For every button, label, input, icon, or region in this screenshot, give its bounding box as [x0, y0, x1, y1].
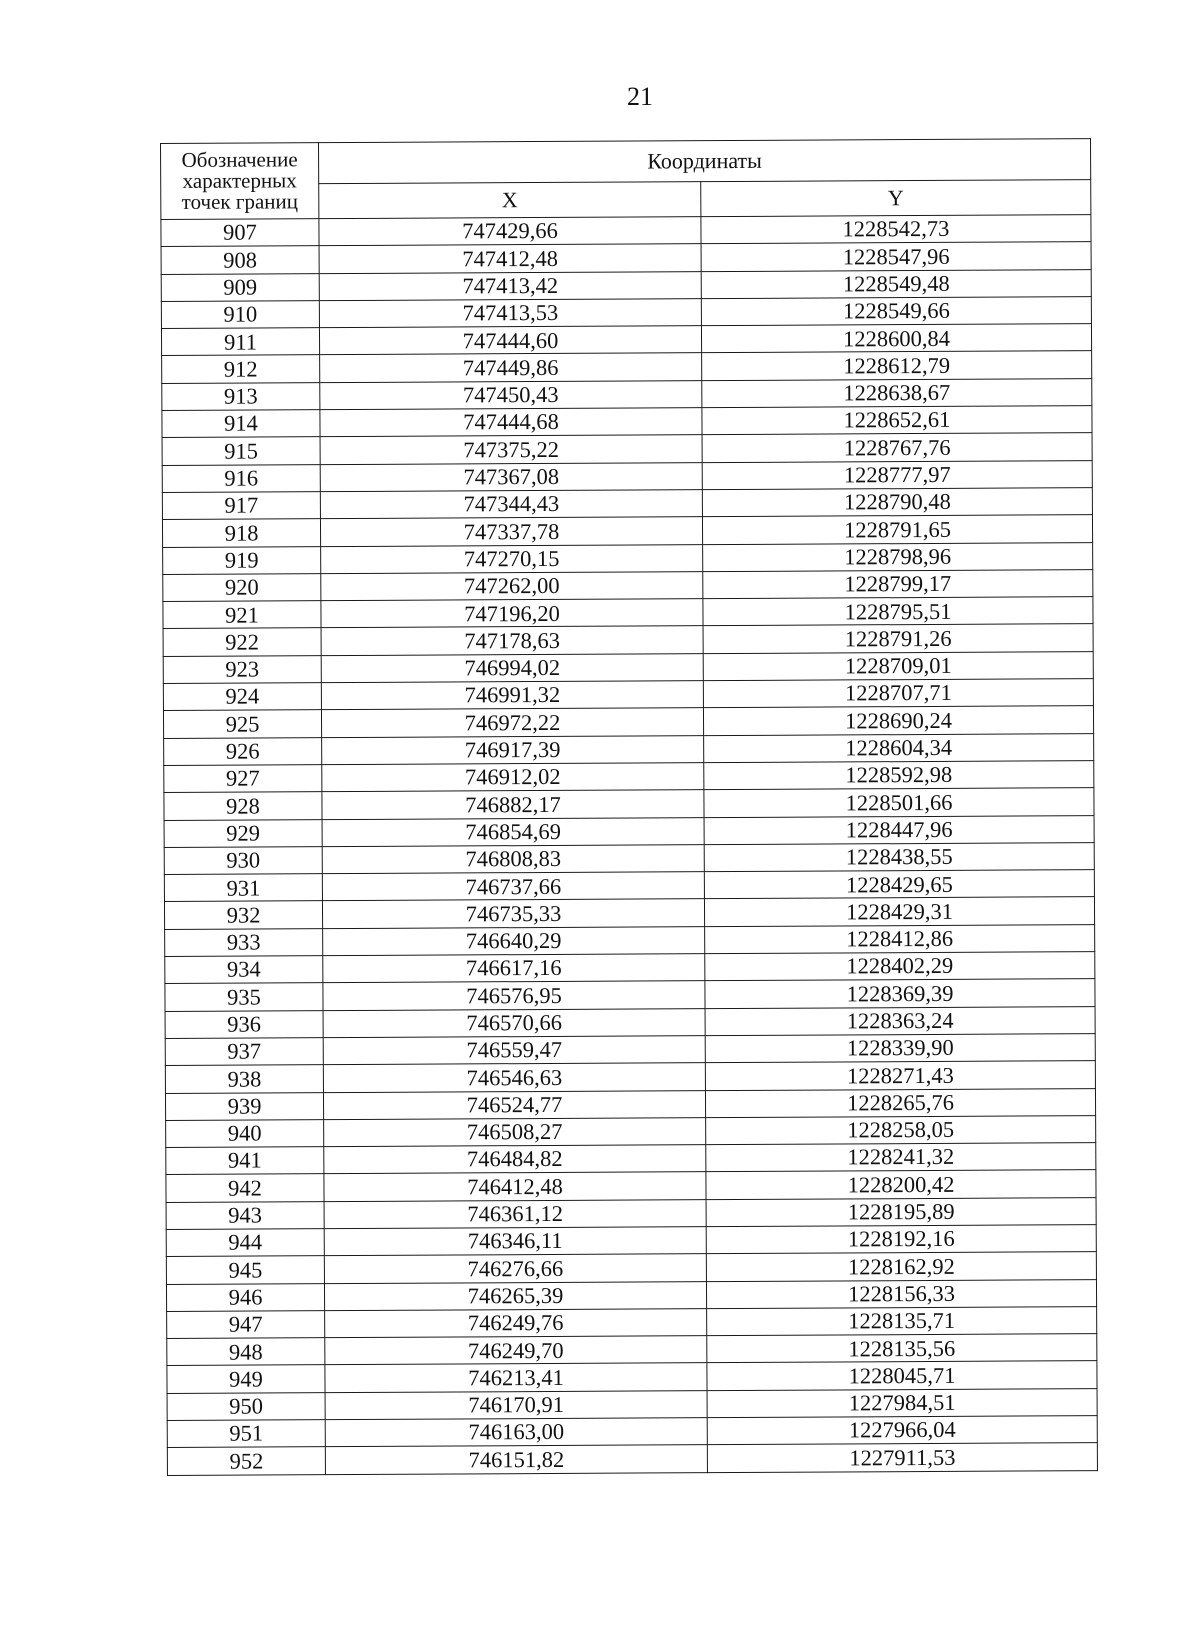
point-cell: 910 [161, 301, 319, 329]
point-cell: 941 [166, 1147, 324, 1175]
x-coordinate-cell: 746972,22 [321, 708, 703, 737]
x-coordinate-cell: 747413,53 [319, 299, 701, 328]
y-coordinate-cell: 1228612,79 [702, 351, 1092, 380]
point-cell: 925 [163, 710, 321, 738]
x-coordinate-cell: 747412,48 [319, 244, 701, 273]
x-coordinate-cell: 747262,00 [321, 572, 703, 601]
x-coordinate-cell: 746991,32 [321, 681, 703, 710]
header-y: Y [701, 180, 1091, 217]
coordinates-table [160, 138, 1098, 1476]
point-cell: 920 [163, 574, 321, 602]
x-coordinate-cell: 746346,11 [324, 1227, 706, 1256]
y-coordinate-cell: 1228162,92 [706, 1252, 1096, 1281]
point-cell: 938 [165, 1065, 323, 1093]
point-cell: 914 [162, 410, 320, 438]
point-cell: 947 [167, 1311, 325, 1339]
point-cell: 951 [167, 1420, 325, 1448]
y-coordinate-cell: 1228592,98 [704, 761, 1094, 790]
point-cell: 908 [161, 246, 319, 274]
y-coordinate-cell: 1228542,73 [701, 215, 1091, 244]
y-coordinate-cell: 1228638,67 [702, 378, 1092, 407]
y-coordinate-cell: 1228767,76 [702, 433, 1092, 462]
page-number: 21 [627, 82, 653, 111]
y-coordinate-cell: 1228604,34 [704, 733, 1094, 762]
point-cell: 939 [165, 1092, 323, 1120]
x-coordinate-cell: 746912,02 [322, 763, 704, 792]
y-coordinate-cell: 1228777,97 [702, 460, 1092, 489]
point-cell: 912 [162, 355, 320, 383]
x-coordinate-cell: 747429,66 [319, 217, 701, 246]
x-coordinate-cell: 746808,83 [322, 844, 704, 873]
y-coordinate-cell: 1228798,96 [703, 542, 1093, 571]
x-coordinate-cell: 746994,02 [321, 653, 703, 682]
y-coordinate-cell: 1228791,26 [703, 624, 1093, 653]
x-coordinate-cell: 746484,82 [324, 1145, 706, 1174]
y-coordinate-cell: 1228195,89 [706, 1197, 1096, 1226]
x-coordinate-cell: 746570,66 [323, 1008, 705, 1037]
x-coordinate-cell: 747344,43 [320, 490, 702, 519]
y-coordinate-cell: 1228600,84 [701, 324, 1091, 353]
point-cell: 944 [166, 1229, 324, 1257]
y-coordinate-cell: 1228402,29 [705, 952, 1095, 981]
x-coordinate-cell: 746249,70 [325, 1336, 707, 1365]
point-cell: 922 [163, 628, 321, 656]
y-coordinate-cell: 1227911,53 [707, 1443, 1097, 1472]
point-cell: 926 [164, 737, 322, 765]
y-coordinate-cell: 1227966,04 [707, 1416, 1097, 1445]
point-cell: 948 [167, 1338, 325, 1366]
y-coordinate-cell: 1228271,43 [705, 1061, 1095, 1090]
x-coordinate-cell: 747375,22 [320, 435, 702, 464]
x-coordinate-cell: 746265,39 [324, 1281, 706, 1310]
point-cell: 945 [166, 1256, 324, 1284]
x-coordinate-cell: 746617,16 [323, 954, 705, 983]
y-coordinate-cell: 1228339,90 [705, 1034, 1095, 1063]
point-cell: 927 [164, 765, 322, 793]
y-coordinate-cell: 1228549,66 [701, 297, 1091, 326]
x-coordinate-cell: 747337,78 [320, 517, 702, 546]
x-coordinate-cell: 747178,63 [321, 626, 703, 655]
x-coordinate-cell: 746524,77 [323, 1090, 705, 1119]
point-cell: 937 [165, 1038, 323, 1066]
x-coordinate-cell: 746559,47 [323, 1036, 705, 1065]
y-coordinate-cell: 1228192,16 [706, 1225, 1096, 1254]
y-coordinate-cell: 1228549,48 [701, 269, 1091, 298]
y-coordinate-cell: 1228200,42 [706, 1170, 1096, 1199]
y-coordinate-cell: 1228156,33 [706, 1279, 1096, 1308]
y-coordinate-cell: 1228412,86 [705, 924, 1095, 953]
y-coordinate-cell: 1228791,65 [702, 515, 1092, 544]
y-coordinate-cell: 1228707,71 [703, 679, 1093, 708]
point-cell: 924 [163, 683, 321, 711]
x-coordinate-cell: 747413,42 [319, 271, 701, 300]
y-coordinate-cell: 1228790,48 [702, 488, 1092, 517]
y-coordinate-cell: 1228135,71 [707, 1306, 1097, 1335]
x-coordinate-cell: 746546,63 [323, 1063, 705, 1092]
y-coordinate-cell: 1228241,32 [706, 1143, 1096, 1172]
point-cell: 923 [163, 655, 321, 683]
point-cell: 915 [162, 437, 320, 465]
x-coordinate-cell: 746213,41 [325, 1363, 707, 1392]
x-coordinate-cell: 746151,82 [325, 1445, 707, 1474]
point-cell: 949 [167, 1365, 325, 1393]
table-header [161, 139, 1091, 220]
point-cell: 921 [163, 601, 321, 629]
y-coordinate-cell: 1228429,31 [704, 897, 1094, 926]
y-coordinate-cell: 1228369,39 [705, 979, 1095, 1008]
point-cell: 911 [161, 328, 319, 356]
y-coordinate-cell: 1228045,71 [707, 1361, 1097, 1390]
x-coordinate-cell: 746170,91 [325, 1390, 707, 1419]
header-x: X [319, 182, 701, 219]
y-coordinate-cell: 1228429,65 [704, 870, 1094, 899]
point-cell: 933 [165, 928, 323, 956]
x-coordinate-cell: 746508,27 [324, 1117, 706, 1146]
point-cell: 946 [166, 1283, 324, 1311]
y-coordinate-cell: 1228799,17 [703, 569, 1093, 598]
point-cell: 930 [164, 846, 322, 874]
y-coordinate-cell: 1228447,96 [704, 815, 1094, 844]
x-coordinate-cell: 746735,33 [322, 899, 704, 928]
x-coordinate-cell: 746163,00 [325, 1418, 707, 1447]
header-point-designation: Обозначение характерных точек границ [161, 143, 319, 220]
x-coordinate-cell: 746640,29 [323, 926, 705, 955]
table-body [161, 215, 1098, 1476]
point-cell: 950 [167, 1392, 325, 1420]
y-coordinate-cell: 1228438,55 [704, 842, 1094, 871]
y-coordinate-cell: 1228501,66 [704, 788, 1094, 817]
header-coordinates: Координаты [319, 139, 1091, 184]
y-coordinate-cell: 1228795,51 [703, 597, 1093, 626]
point-cell: 931 [164, 874, 322, 902]
x-coordinate-cell: 746882,17 [322, 790, 704, 819]
x-coordinate-cell: 747367,08 [320, 462, 702, 491]
point-cell: 952 [167, 1447, 325, 1475]
x-coordinate-cell: 746361,12 [324, 1199, 706, 1228]
x-coordinate-cell: 746737,66 [322, 872, 704, 901]
point-cell: 919 [163, 546, 321, 574]
point-cell: 943 [166, 1201, 324, 1229]
y-coordinate-cell: 1228135,56 [707, 1334, 1097, 1363]
y-coordinate-cell: 1228258,05 [706, 1115, 1096, 1144]
x-coordinate-cell: 747444,60 [319, 326, 701, 355]
x-coordinate-cell: 747196,20 [321, 599, 703, 628]
point-cell: 929 [164, 819, 322, 847]
x-coordinate-cell: 747444,68 [320, 408, 702, 437]
point-cell: 942 [166, 1174, 324, 1202]
x-coordinate-cell: 747270,15 [321, 544, 703, 573]
x-coordinate-cell: 746917,39 [322, 735, 704, 764]
y-coordinate-cell: 1227984,51 [707, 1388, 1097, 1417]
point-cell: 907 [161, 219, 319, 247]
point-cell: 940 [166, 1119, 324, 1147]
x-coordinate-cell: 746576,95 [323, 981, 705, 1010]
y-coordinate-cell: 1228547,96 [701, 242, 1091, 271]
point-cell: 936 [165, 1010, 323, 1038]
x-coordinate-cell: 746412,48 [324, 1172, 706, 1201]
point-cell: 934 [165, 956, 323, 984]
point-cell: 918 [162, 519, 320, 547]
x-coordinate-cell: 747450,43 [320, 380, 702, 409]
point-cell: 909 [161, 273, 319, 301]
point-cell: 913 [162, 382, 320, 410]
y-coordinate-cell: 1228709,01 [703, 651, 1093, 680]
point-cell: 928 [164, 792, 322, 820]
point-cell: 932 [164, 901, 322, 929]
y-coordinate-cell: 1228363,24 [705, 1006, 1095, 1035]
point-cell: 916 [162, 464, 320, 492]
x-coordinate-cell: 746249,76 [325, 1309, 707, 1338]
table-row [167, 1443, 1097, 1475]
x-coordinate-cell: 747449,86 [320, 353, 702, 382]
y-coordinate-cell: 1228690,24 [703, 706, 1093, 735]
point-cell: 935 [165, 983, 323, 1011]
x-coordinate-cell: 746854,69 [322, 817, 704, 846]
y-coordinate-cell: 1228265,76 [705, 1088, 1095, 1117]
x-coordinate-cell: 746276,66 [324, 1254, 706, 1283]
y-coordinate-cell: 1228652,61 [702, 406, 1092, 435]
point-cell: 917 [162, 492, 320, 520]
